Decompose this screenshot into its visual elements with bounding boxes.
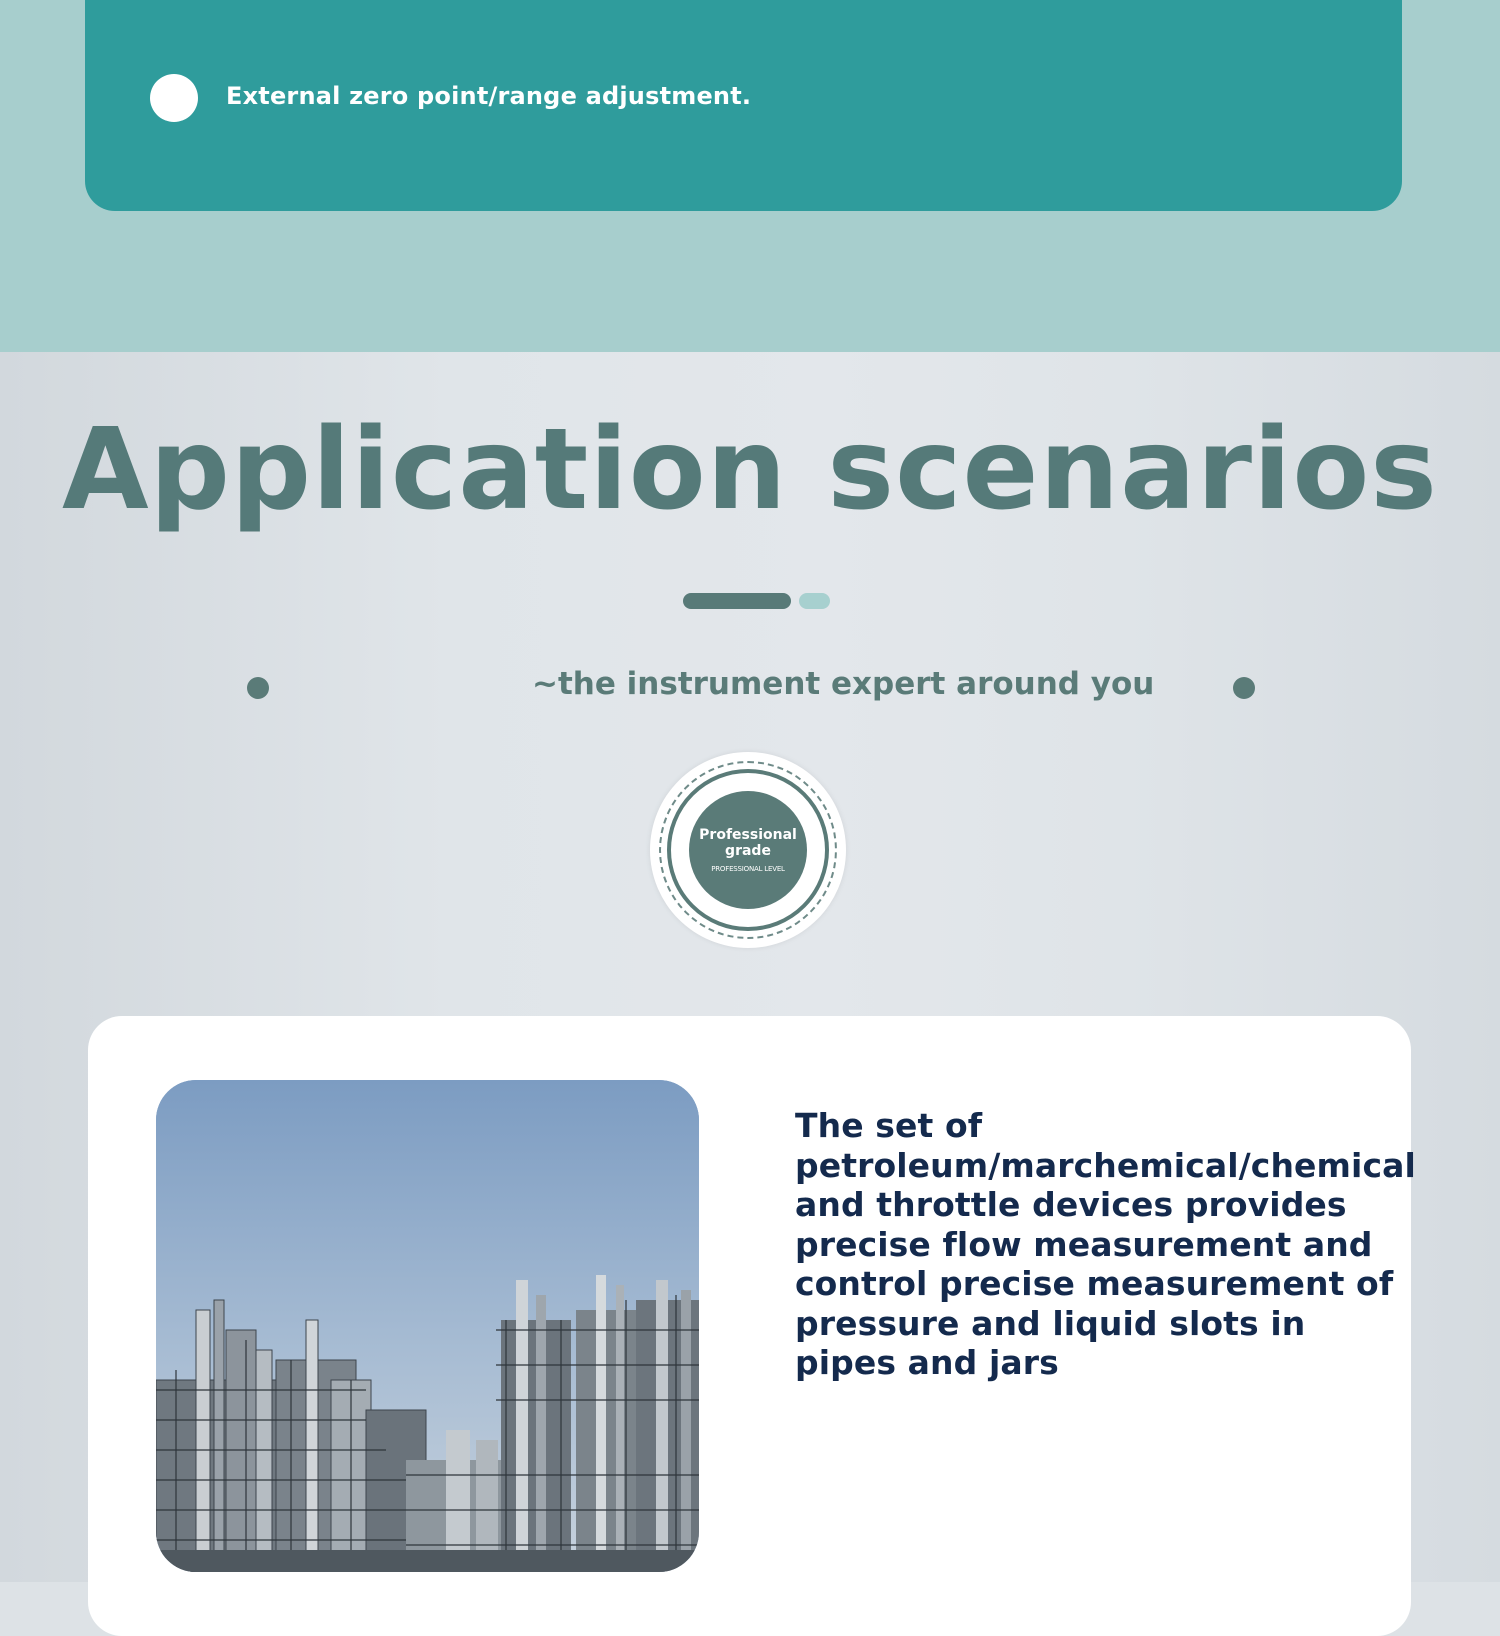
divider-bar (683, 593, 791, 609)
professional-grade-badge (650, 752, 846, 948)
scenario-description: The set of petroleum/marchemical/chemical and throttle devices provides precise flow measurement and control precise measurement of pressure and liquid slots in pipes and jars (795, 1106, 1416, 1382)
left-dot-icon (247, 677, 269, 699)
section-title: Application scenarios (62, 405, 1438, 535)
badge-main-label: Professional grade (699, 827, 797, 859)
top-band (0, 0, 1500, 352)
chemical-plant-icon (156, 1080, 699, 1572)
badge-sub-label: PROFESSIONAL LEVEL (711, 865, 785, 873)
divider-dot (799, 593, 830, 609)
chemical-plant-image (156, 1080, 699, 1572)
bullet-icon (150, 74, 198, 122)
feature-text: External zero point/range adjustment. (226, 82, 752, 110)
right-dot-icon (1233, 677, 1255, 699)
tagline: ~the instrument expert around you (532, 666, 1155, 702)
badge-core (689, 791, 807, 909)
